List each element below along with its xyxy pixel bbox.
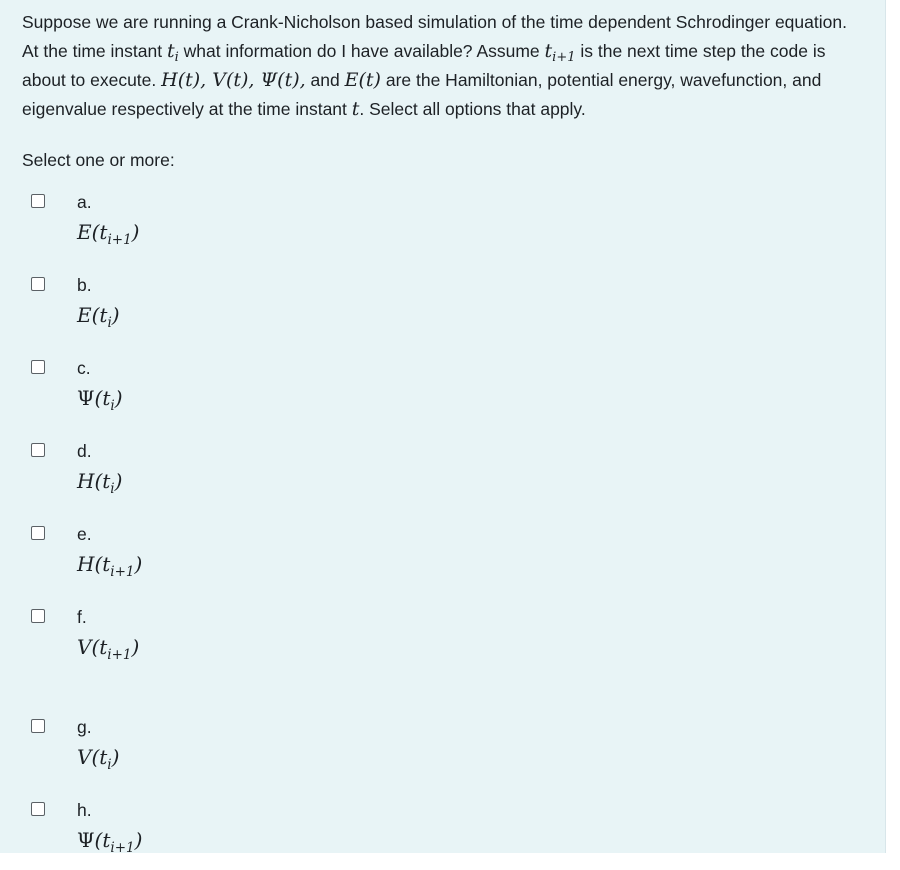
option-letter: d. (77, 441, 92, 461)
option-letter: e. (77, 524, 92, 544)
question-line-3-start: about to execute. (22, 70, 162, 90)
expression-function: H (77, 469, 95, 493)
option-row[interactable] (0, 358, 860, 428)
option-row[interactable] (0, 441, 860, 511)
question-line-3 (22, 66, 872, 95)
math-t-next (544, 40, 576, 66)
expression-open: (t (94, 828, 111, 852)
expression-subscript: i (110, 398, 115, 414)
question-line-2-mid: what information do I have available? Assume (178, 41, 545, 61)
expression-close: ) (114, 386, 123, 410)
expression-open: (t (91, 220, 108, 244)
math-t-i-base: t (166, 40, 175, 62)
expression-close: ) (114, 469, 123, 493)
question-line-2 (22, 37, 872, 66)
option-letter: h. (77, 800, 92, 820)
math-t-next-sub: i+1 (552, 50, 576, 66)
option-letter: c. (77, 358, 91, 378)
option-expression (77, 303, 120, 331)
expression-open: (t (94, 552, 111, 576)
option-expression (77, 635, 140, 663)
option-letter: g. (77, 717, 92, 737)
expression-open: (t (91, 745, 108, 769)
expression-subscript: i+1 (110, 564, 135, 580)
option-row[interactable] (0, 192, 860, 262)
question-line-3-end: are the Hamiltonian, potential energy, wavefunction, and (380, 70, 822, 90)
option-row[interactable] (0, 607, 860, 677)
option-checkbox[interactable] (31, 194, 45, 208)
expression-function: V (77, 745, 92, 769)
option-expression (77, 745, 120, 773)
expression-subscript: i (110, 481, 115, 497)
option-row[interactable] (0, 275, 860, 345)
question-line-1 (22, 8, 872, 37)
option-expression (77, 828, 143, 856)
option-letter: a. (77, 192, 92, 212)
expression-function: H (77, 552, 95, 576)
question-line-2-start: At the time instant (22, 41, 167, 61)
expression-function: E (77, 220, 92, 244)
expression-function: Ψ (77, 828, 95, 852)
expression-close: ) (131, 220, 140, 244)
expression-close: ) (111, 303, 120, 327)
expression-function: Ψ (77, 386, 95, 410)
math-t: t (351, 98, 360, 120)
option-expression (77, 220, 140, 248)
question-line-4 (22, 95, 872, 124)
option-row[interactable] (0, 717, 860, 787)
question-line-4-end: . Select all options that apply. (359, 99, 586, 119)
math-t-i (166, 40, 179, 66)
math-t-next-base: t (544, 40, 553, 62)
expression-open: (t (91, 635, 108, 659)
expression-function: V (77, 635, 92, 659)
select-prompt: Select one or more: (22, 150, 175, 170)
math-t-i-sub: i (174, 50, 179, 66)
expression-subscript: i+1 (107, 232, 132, 248)
option-checkbox[interactable] (31, 526, 45, 540)
option-expression (77, 552, 143, 580)
option-checkbox[interactable] (31, 443, 45, 457)
expression-close: ) (134, 552, 143, 576)
option-row[interactable] (0, 524, 860, 594)
expression-close: ) (131, 635, 140, 659)
expression-open: (t (91, 303, 108, 327)
question-line-4-start: eigenvalue respectively at the time instant (22, 99, 352, 119)
expression-subscript: i+1 (107, 647, 132, 663)
option-checkbox[interactable] (31, 802, 45, 816)
expression-open: (t (94, 386, 111, 410)
option-letter: f. (77, 607, 87, 627)
question-line-1-text: Suppose we are running a Crank-Nicholson based simulation of the time dependent Schrodinger equation. (22, 12, 847, 32)
option-expression (77, 469, 123, 497)
expression-close: ) (134, 828, 143, 852)
option-letter: b. (77, 275, 92, 295)
option-expression (77, 386, 123, 414)
expression-close: ) (111, 745, 120, 769)
option-checkbox[interactable] (31, 360, 45, 374)
option-checkbox[interactable] (31, 609, 45, 623)
question-line-3-and: and (305, 70, 345, 90)
option-row[interactable] (0, 800, 860, 870)
question-text (22, 8, 872, 124)
expression-subscript: i (107, 315, 112, 331)
expression-subscript: i (107, 757, 112, 773)
option-checkbox[interactable] (31, 277, 45, 291)
option-checkbox[interactable] (31, 719, 45, 733)
expression-open: (t (94, 469, 111, 493)
math-hvpsi: H(t), V(t), Ψ(t), (161, 69, 306, 91)
question-line-2-end: is the next time step the code is (575, 41, 826, 61)
expression-subscript: i+1 (110, 840, 135, 856)
math-e-t: E(t) (344, 69, 381, 91)
expression-function: E (77, 303, 92, 327)
